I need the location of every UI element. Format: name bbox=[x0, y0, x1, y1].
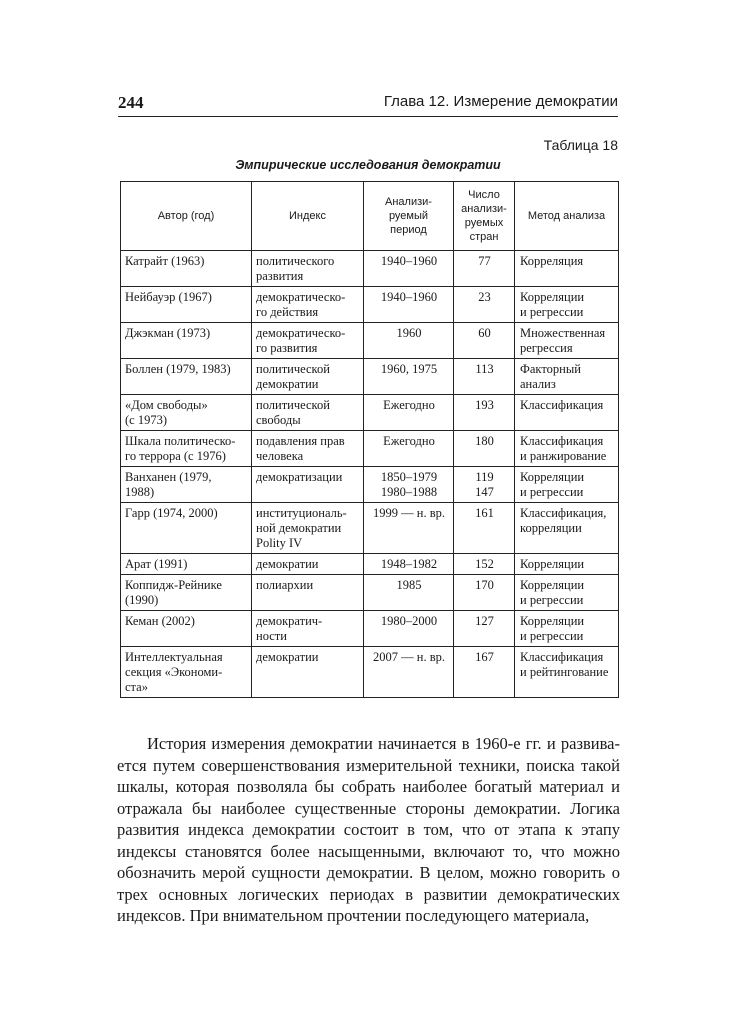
index-cell-line: го развития bbox=[256, 341, 318, 355]
period-cell bbox=[364, 554, 454, 575]
paragraph-line: о трех основных логических периодах в развитии демократических bbox=[117, 863, 621, 904]
column-header-line: период bbox=[390, 224, 427, 236]
index-cell-line: ной демократии bbox=[256, 521, 342, 535]
page-number: 244 bbox=[118, 93, 144, 112]
author-cell-line: Боллен (1979, 1983) bbox=[125, 362, 231, 376]
column-header-line: Метод анализа bbox=[527, 210, 606, 222]
author-cell-line: Интеллектуальная bbox=[125, 650, 223, 664]
author-cell bbox=[121, 395, 252, 431]
author-cell-line: (1990) bbox=[125, 593, 159, 607]
author-cell-line: Нейбауэр (1967) bbox=[125, 290, 212, 304]
paragraph-line: и отражала бы наиболее существенные стороны демократии. Логика bbox=[117, 777, 620, 818]
running-head bbox=[118, 93, 618, 115]
period-cell-line: 1940–1960 bbox=[380, 254, 438, 268]
author-cell-line: Джэкман (1973) bbox=[125, 326, 211, 340]
author-cell bbox=[121, 287, 252, 323]
index-cell-line: человека bbox=[256, 449, 304, 463]
method-cell bbox=[515, 359, 619, 395]
countries-cell bbox=[454, 395, 515, 431]
column-header-countries bbox=[454, 182, 515, 251]
column-header-method bbox=[515, 182, 619, 251]
index-cell-line: демократизации bbox=[256, 470, 343, 484]
period-cell bbox=[364, 323, 454, 359]
period-cell-line: 1980–1988 bbox=[380, 485, 438, 499]
method-cell-line: и регрессии bbox=[520, 593, 584, 607]
method-cell-line: Корреляции bbox=[520, 470, 585, 484]
index-cell-line: политической bbox=[256, 362, 330, 376]
table-header-row bbox=[121, 182, 619, 251]
method-cell bbox=[515, 503, 619, 554]
index-cell bbox=[252, 395, 364, 431]
author-cell bbox=[121, 251, 252, 287]
header-rule bbox=[118, 116, 618, 117]
countries-cell bbox=[454, 251, 515, 287]
countries-cell bbox=[454, 359, 515, 395]
method-cell-line: Классификация bbox=[520, 398, 604, 412]
table-row bbox=[121, 467, 619, 503]
index-cell bbox=[252, 611, 364, 647]
index-cell-line: подавления прав bbox=[256, 434, 345, 448]
paragraph-line: развития индекса демократии состоит в том, что от этапа к этапу bbox=[117, 820, 620, 839]
method-cell-line: Корреляции bbox=[520, 557, 585, 571]
chapter-title: Глава 12. Измерение демократии bbox=[383, 93, 618, 110]
index-cell-line: свободы bbox=[256, 413, 301, 427]
author-cell bbox=[121, 431, 252, 467]
countries-cell bbox=[454, 575, 515, 611]
period-cell bbox=[364, 395, 454, 431]
method-cell bbox=[515, 251, 619, 287]
column-header-line: Анализи- bbox=[385, 196, 432, 208]
method-cell bbox=[515, 395, 619, 431]
author-cell bbox=[121, 467, 252, 503]
table-row bbox=[121, 323, 619, 359]
body-paragraph bbox=[117, 733, 620, 927]
countries-cell bbox=[454, 503, 515, 554]
period-cell-line: 1960, 1975 bbox=[380, 362, 438, 376]
period-cell-line: 1960 bbox=[396, 326, 422, 340]
countries-cell-line: 23 bbox=[478, 290, 491, 304]
index-cell-line: ности bbox=[256, 629, 287, 643]
period-cell-line: 1999 — н. вр. bbox=[373, 506, 445, 520]
table-row bbox=[121, 395, 619, 431]
index-cell bbox=[252, 647, 364, 698]
method-cell-line: Классификация, bbox=[520, 506, 607, 520]
author-cell-line: Ванханен (1979, bbox=[125, 470, 212, 484]
column-header-line: Число bbox=[468, 189, 500, 201]
method-cell bbox=[515, 611, 619, 647]
period-cell-line: 1980–2000 bbox=[380, 614, 438, 628]
method-cell-line: Корреляции bbox=[520, 614, 585, 628]
period-cell-line: Ежегодно bbox=[383, 398, 435, 412]
method-cell-line: корреляции bbox=[520, 521, 582, 535]
column-header-line: руемый bbox=[388, 210, 429, 222]
index-cell-line: Polity IV bbox=[256, 536, 303, 550]
table-row bbox=[121, 359, 619, 395]
method-cell-line: Классификация bbox=[520, 434, 604, 448]
table-body bbox=[121, 251, 619, 698]
index-cell bbox=[252, 251, 364, 287]
countries-cell-line: 167 bbox=[475, 650, 494, 664]
index-cell-line: институциональ- bbox=[256, 506, 347, 520]
method-cell-line: и рейтингование bbox=[520, 665, 609, 679]
period-cell-line: Ежегодно bbox=[383, 434, 435, 448]
index-cell bbox=[252, 359, 364, 395]
index-cell-line: демократии bbox=[256, 650, 319, 664]
countries-cell-line: 119 bbox=[475, 470, 494, 484]
author-cell-line: 1988) bbox=[125, 485, 155, 499]
method-cell-line: и регрессии bbox=[520, 305, 584, 319]
author-cell bbox=[121, 647, 252, 698]
countries-cell-line: 180 bbox=[475, 434, 494, 448]
author-cell-line: «Дом свободы» bbox=[125, 398, 208, 412]
countries-cell bbox=[454, 431, 515, 467]
countries-cell-line: 60 bbox=[478, 326, 491, 340]
author-cell bbox=[121, 611, 252, 647]
index-cell-line: демократич- bbox=[256, 614, 323, 628]
index-cell-line: демократии bbox=[256, 377, 319, 391]
index-cell bbox=[252, 431, 364, 467]
method-cell-line: и ранжирование bbox=[520, 449, 607, 463]
countries-cell-line: 77 bbox=[478, 254, 491, 268]
countries-cell bbox=[454, 611, 515, 647]
author-cell-line: Катрайт (1963) bbox=[125, 254, 205, 268]
author-cell-line: секция «Экономи- bbox=[125, 665, 223, 679]
method-cell bbox=[515, 431, 619, 467]
method-cell-line: Классификация bbox=[520, 650, 604, 664]
paragraph-line: шкалы, которая позволяла бы собрать наиболее богатый материал bbox=[117, 777, 604, 796]
method-cell bbox=[515, 554, 619, 575]
method-cell bbox=[515, 287, 619, 323]
table-row bbox=[121, 431, 619, 467]
period-cell bbox=[364, 287, 454, 323]
author-cell bbox=[121, 323, 252, 359]
countries-cell-line: 152 bbox=[475, 557, 494, 571]
countries-cell-line: 170 bbox=[475, 578, 494, 592]
table-caption: Эмпирические исследования демократии bbox=[235, 158, 501, 172]
countries-cell bbox=[454, 323, 515, 359]
countries-cell bbox=[454, 647, 515, 698]
index-cell-line: полиархии bbox=[256, 578, 314, 592]
author-cell-line: Шкала политическо- bbox=[125, 434, 236, 448]
table-row bbox=[121, 647, 619, 698]
countries-cell-line: 127 bbox=[475, 614, 494, 628]
period-cell bbox=[364, 431, 454, 467]
index-cell bbox=[252, 287, 364, 323]
period-cell bbox=[364, 251, 454, 287]
table-row bbox=[121, 287, 619, 323]
author-cell bbox=[121, 359, 252, 395]
countries-cell-line: 161 bbox=[475, 506, 494, 520]
author-cell-line: ста» bbox=[125, 680, 148, 694]
period-cell bbox=[364, 611, 454, 647]
paragraph-line: индексов. При внимательном прочтении последующего материала, bbox=[117, 906, 590, 925]
column-header-period bbox=[364, 182, 454, 251]
table-row bbox=[121, 251, 619, 287]
period-cell-line: 1940–1960 bbox=[380, 290, 438, 304]
index-cell bbox=[252, 554, 364, 575]
index-cell-line: политической bbox=[256, 398, 330, 412]
author-cell-line: Коппидж-Рейнике bbox=[125, 578, 222, 592]
period-cell bbox=[364, 467, 454, 503]
index-cell-line: политического bbox=[256, 254, 335, 268]
table-row bbox=[121, 554, 619, 575]
studies-table bbox=[120, 181, 619, 698]
method-cell bbox=[515, 323, 619, 359]
column-header-line: Автор (год) bbox=[157, 210, 215, 222]
column-header-line: руемых bbox=[464, 217, 504, 229]
method-cell-line: Корреляция bbox=[520, 254, 584, 268]
table-row bbox=[121, 611, 619, 647]
column-header-line: анализи- bbox=[461, 203, 507, 215]
index-cell bbox=[252, 467, 364, 503]
column-header-line: Индекс bbox=[289, 210, 326, 222]
index-cell-line: развития bbox=[256, 269, 304, 283]
author-cell bbox=[121, 503, 252, 554]
paragraph-line: ется путем совершенствования измерительной техники, поиска такой bbox=[117, 755, 620, 775]
paragraph-line: индексы становятся более насыщенными, включают то, что можно bbox=[117, 841, 620, 861]
period-cell-line: 1850–1979 bbox=[380, 470, 438, 484]
index-cell bbox=[252, 575, 364, 611]
method-cell-line: Множественная bbox=[520, 326, 606, 340]
author-cell bbox=[121, 554, 252, 575]
period-cell bbox=[364, 359, 454, 395]
index-cell-line: демократическо- bbox=[256, 290, 346, 304]
table-number: Таблица 18 bbox=[543, 137, 618, 153]
period-cell-line: 1985 bbox=[396, 578, 422, 592]
method-cell-line: регрессия bbox=[520, 341, 573, 355]
table-row bbox=[121, 503, 619, 554]
method-cell bbox=[515, 647, 619, 698]
method-cell-line: Корреляции bbox=[520, 290, 585, 304]
author-cell-line: го террора (с 1976) bbox=[125, 449, 226, 463]
author-cell-line: Кеман (2002) bbox=[125, 614, 195, 628]
period-cell bbox=[364, 503, 454, 554]
body-text bbox=[117, 733, 620, 927]
index-cell bbox=[252, 503, 364, 554]
countries-cell-line: 113 bbox=[475, 362, 494, 376]
period-cell bbox=[364, 575, 454, 611]
method-cell bbox=[515, 467, 619, 503]
table-row bbox=[121, 575, 619, 611]
countries-cell bbox=[454, 287, 515, 323]
paragraph-line: обозначить мерой сущности демократии. В целом, можно говорить bbox=[117, 863, 606, 882]
method-cell-line: и регрессии bbox=[520, 485, 584, 499]
author-cell-line: Арат (1991) bbox=[125, 557, 188, 571]
method-cell bbox=[515, 575, 619, 611]
countries-cell bbox=[454, 554, 515, 575]
paragraph-line: История измерения демократии начинается в 1960-е гг. и развива- bbox=[147, 734, 620, 753]
countries-cell-line: 193 bbox=[475, 398, 494, 412]
index-cell-line: демократическо- bbox=[256, 326, 346, 340]
countries-cell-line: 147 bbox=[475, 485, 494, 499]
method-cell-line: Корреляции bbox=[520, 578, 585, 592]
index-cell-line: го действия bbox=[256, 305, 319, 319]
column-header-index bbox=[252, 182, 364, 251]
author-cell-line: (с 1973) bbox=[125, 413, 167, 427]
author-cell bbox=[121, 575, 252, 611]
index-cell-line: демократии bbox=[256, 557, 319, 571]
period-cell-line: 2007 — н. вр. bbox=[373, 650, 445, 664]
column-header-line: стран bbox=[469, 231, 499, 243]
countries-cell bbox=[454, 467, 515, 503]
author-cell-line: Гарр (1974, 2000) bbox=[125, 506, 218, 520]
method-cell-line: анализ bbox=[520, 377, 556, 391]
method-cell-line: и регрессии bbox=[520, 629, 584, 643]
period-cell-line: 1948–1982 bbox=[380, 557, 438, 571]
period-cell bbox=[364, 647, 454, 698]
method-cell-line: Факторный bbox=[520, 362, 581, 376]
column-header-author bbox=[121, 182, 252, 251]
index-cell bbox=[252, 323, 364, 359]
